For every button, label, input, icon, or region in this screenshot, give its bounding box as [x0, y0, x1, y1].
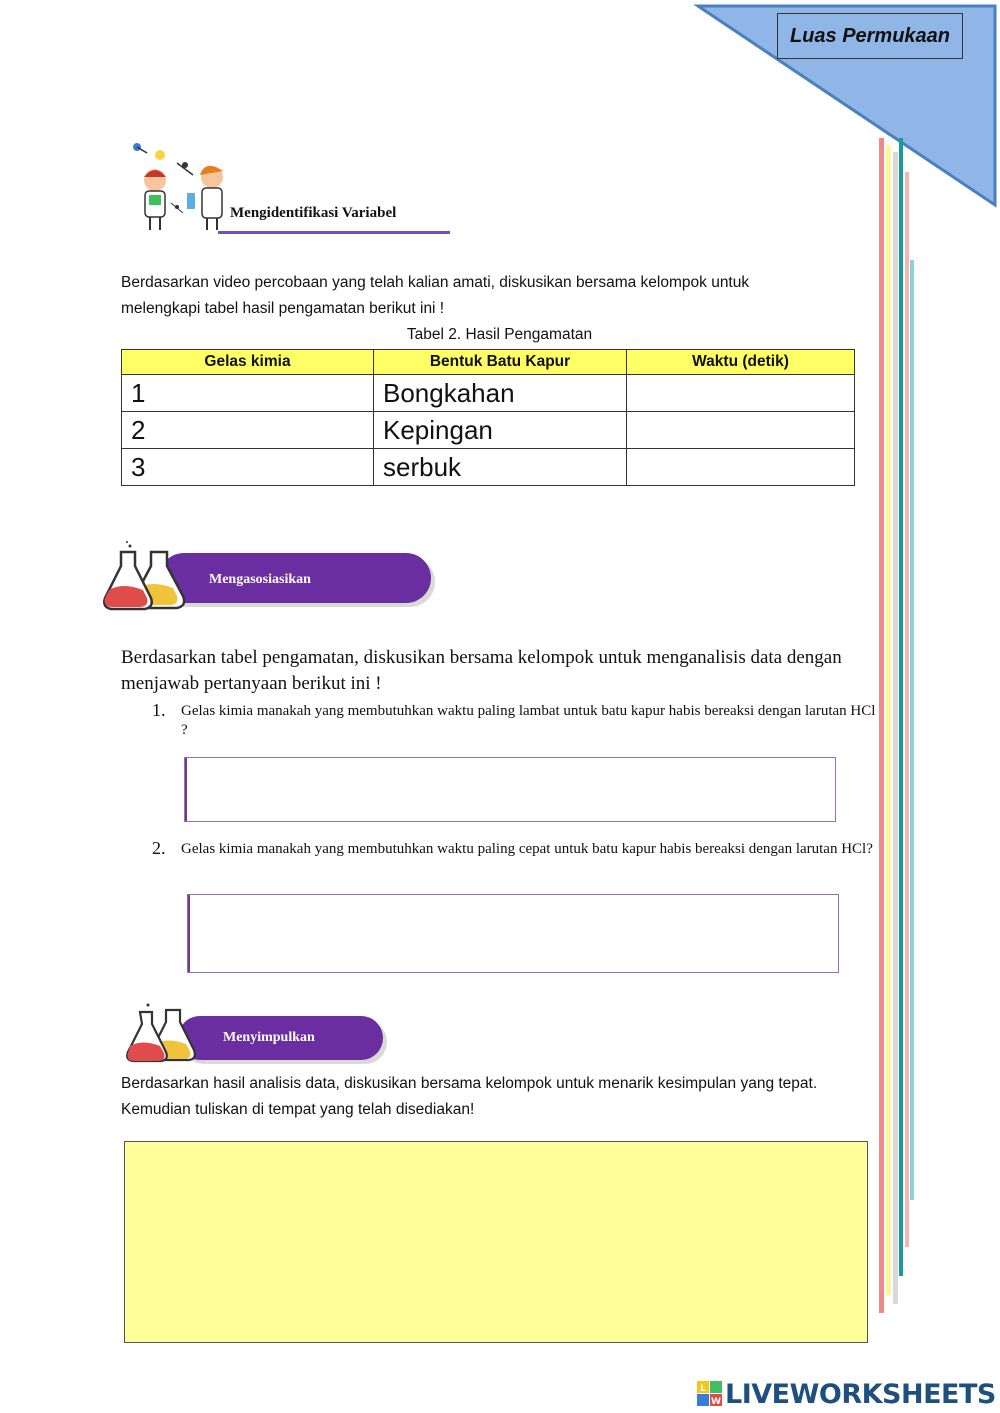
- table-cell-bentuk: Kepingan: [374, 412, 627, 449]
- liveworksheets-logo: [697, 1378, 996, 1410]
- table-row: [122, 412, 855, 449]
- conclusion-input[interactable]: [124, 1141, 868, 1343]
- table-header-cell: Waktu (detik): [627, 350, 855, 375]
- table-cell-gelas: 3: [122, 449, 374, 486]
- table-cell-gelas: 2: [122, 412, 374, 449]
- stripe-cyan: [910, 260, 914, 1200]
- table-cell-bentuk: serbuk: [374, 449, 627, 486]
- question-number: 1.: [152, 700, 166, 720]
- question-text: Gelas kimia manakah yang membutuhkan waktu paling cepat untuk batu kapur habis bereaksi dengan larutan HCl?: [181, 841, 873, 857]
- liveworksheets-text: LIVEWORKSHEETS: [725, 1378, 996, 1410]
- question-number: 2.: [152, 838, 166, 858]
- question-text: Gelas kimia manakah yang membutuhkan waktu paling lambat untuk batu kapur habis bereaksi dengan larutan HCl ?: [181, 703, 876, 738]
- table-header-cell: Gelas kimia: [122, 350, 374, 375]
- liveworksheets-icon: [697, 1381, 723, 1407]
- stripe-teal: [899, 138, 903, 1276]
- table-cell-waktu-input[interactable]: [627, 449, 855, 486]
- scientists-illustration: [125, 135, 235, 235]
- table-row: [122, 375, 855, 412]
- page-title: Luas Permukaan: [777, 13, 963, 59]
- answer-input-1[interactable]: [184, 757, 836, 822]
- logo-icon-letter: L: [700, 1384, 706, 1394]
- stripe-grey: [893, 152, 898, 1304]
- section-underline-identify: [218, 231, 450, 234]
- logo-icon-letter: W: [711, 1397, 721, 1407]
- observation-table: [121, 349, 855, 486]
- table-header-row: [122, 350, 855, 375]
- table-header-cell: Bentuk Batu Kapur: [374, 350, 627, 375]
- answer-input-2[interactable]: [187, 894, 839, 973]
- table-cell-bentuk: Bongkahan: [374, 375, 627, 412]
- section-label-conclude: Menyimpulkan: [223, 1030, 315, 1045]
- table-caption: Tabel 2. Hasil Pengamatan: [406, 326, 593, 343]
- table-cell-waktu-input[interactable]: [627, 412, 855, 449]
- table-cell-gelas: 1: [122, 375, 374, 412]
- identify-instruction: Berdasarkan video percobaan yang telah kalian amati, diskusikan bersama kelompok untuk melengkapi tabel hasil pengamatan berikut ini !: [121, 274, 750, 317]
- table-cell-waktu-input[interactable]: [627, 375, 855, 412]
- section-label-identify: Mengidentifikasi Variabel: [230, 205, 397, 221]
- section-label-associate: Mengasosiasikan: [209, 572, 311, 587]
- conclude-instruction: Berdasarkan hasil analisis data, diskusikan bersama kelompok untuk menarik kesimpulan yang tepat. Kemudian tuliskan di tempat yang telah disediakan!: [121, 1075, 818, 1118]
- stripe-pink: [905, 172, 909, 1247]
- associate-intro: Berdasarkan tabel pengamatan, diskusikan bersama kelompok untuk menganalisis data dengan menjawab pertanyaan berikut ini !: [121, 647, 842, 694]
- table-row: [122, 449, 855, 486]
